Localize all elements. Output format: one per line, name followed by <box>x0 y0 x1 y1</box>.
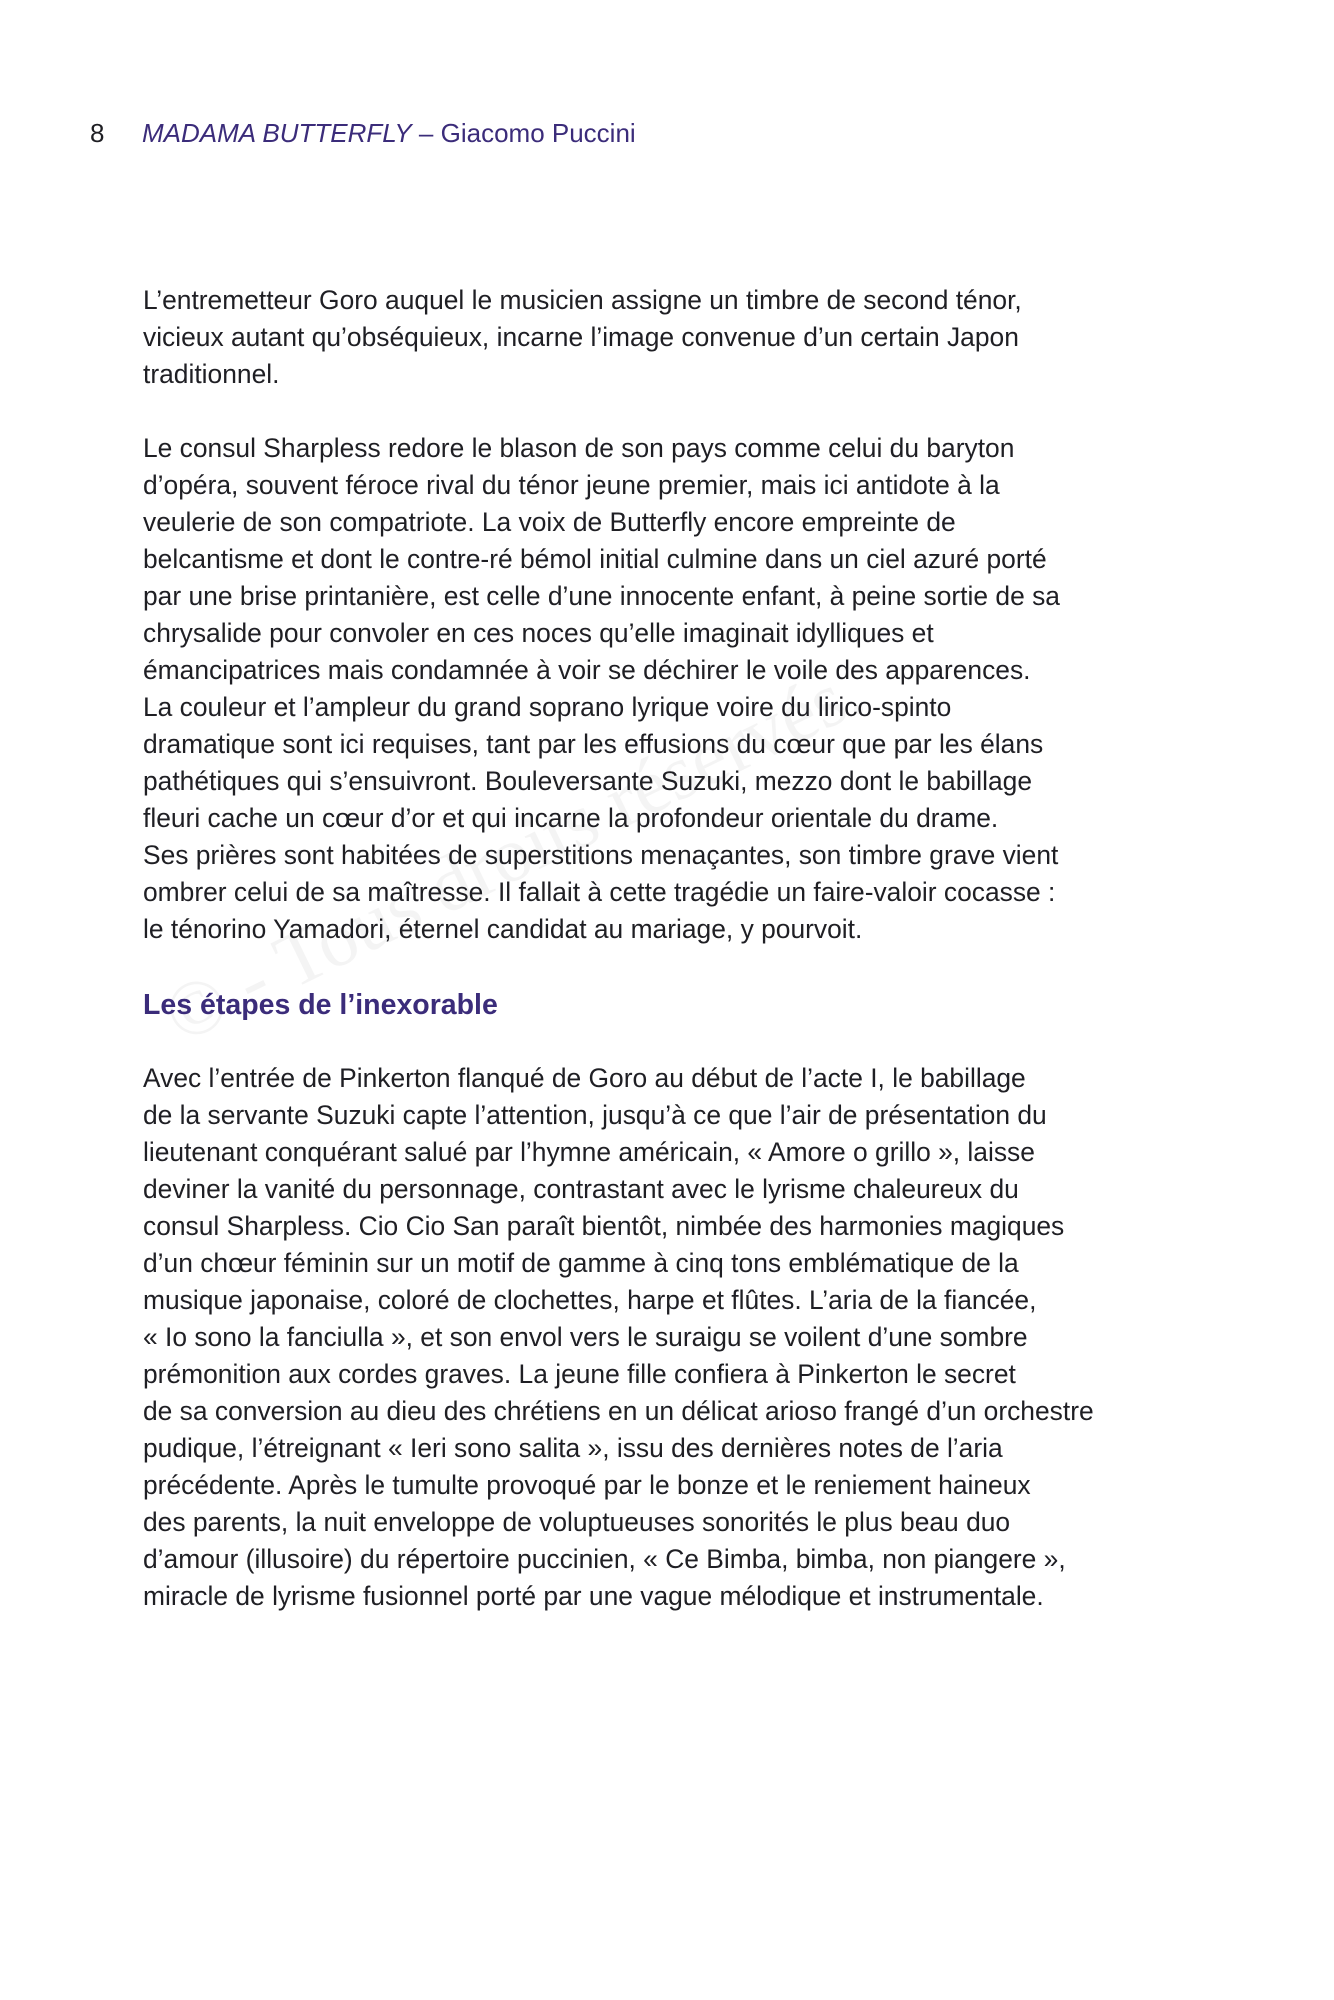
paragraph-etapes <box>143 1060 1203 1615</box>
text-line: précédente. Après le tumulte provoqué par le bonze et le reniement haineux <box>143 1470 1031 1500</box>
header-separator: – <box>411 118 441 148</box>
text-line: le ténorino Yamadori, éternel candidat au mariage, y pourvoit. <box>143 914 863 944</box>
body-text <box>143 282 1203 1652</box>
text-line: émancipatrices mais condamnée à voir se déchirer le voile des apparences. <box>143 655 1031 685</box>
text-line: prémonition aux cordes graves. La jeune fille confiera à Pinkerton le secret <box>143 1359 1016 1389</box>
text-line: « Io sono la fanciulla », et son envol vers le suraigu se voilent d’une sombre <box>143 1322 1028 1352</box>
text-line: vicieux autant qu’obséquieux, incarne l’image convenue d’un certain Japon <box>143 322 1019 352</box>
text-line: belcantisme et dont le contre-ré bémol initial culmine dans un ciel azuré porté <box>143 544 1047 574</box>
section-heading: Les étapes de l’inexorable <box>143 989 498 1021</box>
text-line: miracle de lyrisme fusionnel porté par une vague mélodique et instrumentale. <box>143 1581 1044 1611</box>
text-line: musique japonaise, coloré de clochettes, harpe et flûtes. L’aria de la fiancée, <box>143 1285 1037 1315</box>
text-line: chrysalide pour convoler en ces noces qu’elle imaginait idylliques et <box>143 618 934 648</box>
text-line: de sa conversion au dieu des chrétiens en un délicat arioso frangé d’un orchestre <box>143 1396 1094 1426</box>
text-line: veulerie de son compatriote. La voix de Butterfly encore empreinte de <box>143 507 956 537</box>
text-line: traditionnel. <box>143 359 280 389</box>
text-line: Avec l’entrée de Pinkerton flanqué de Goro au début de l’acte I, le babillage <box>143 1063 1026 1093</box>
text-line: pathétiques qui s’ensuivront. Bouleversante Suzuki, mezzo dont le babillage <box>143 766 1033 796</box>
text-line: dramatique sont ici requises, tant par les effusions du cœur que par les élans <box>143 729 1044 759</box>
text-line: lieutenant conquérant salué par l’hymne américain, « Amore o grillo », laisse <box>143 1137 1035 1167</box>
text-line: d’un chœur féminin sur un motif de gamme à cinq tons emblématique de la <box>143 1248 1019 1278</box>
text-line: fleuri cache un cœur d’or et qui incarne la profondeur orientale du drame. <box>143 803 999 833</box>
text-line: Le consul Sharpless redore le blason de son pays comme celui du baryton <box>143 433 1015 463</box>
text-line: La couleur et l’ampleur du grand soprano lyrique voire du lirico-spinto <box>143 692 952 722</box>
text-line: pudique, l’étreignant « Ieri sono salita », issu des dernières notes de l’aria <box>143 1433 1003 1463</box>
text-line: L’entremetteur Goro auquel le musicien assigne un timbre de second ténor, <box>143 285 1022 315</box>
text-line: Ses prières sont habitées de superstitions menaçantes, son timbre grave vient <box>143 840 1059 870</box>
text-line: d’amour (illusoire) du répertoire puccinien, « Ce Bimba, bimba, non piangere », <box>143 1544 1066 1574</box>
text-line: de la servante Suzuki capte l’attention, jusqu’à ce que l’air de présentation du <box>143 1100 1047 1130</box>
text-line: d’opéra, souvent féroce rival du ténor jeune premier, mais ici antidote à la <box>143 470 1000 500</box>
text-line: des parents, la nuit enveloppe de voluptueuses sonorités le plus beau duo <box>143 1507 1011 1537</box>
text-line: consul Sharpless. Cio Cio San paraît bientôt, nimbée des harmonies magiques <box>143 1211 1065 1241</box>
text-line: par une brise printanière, est celle d’une innocente enfant, à peine sortie de sa <box>143 581 1060 611</box>
paragraph-sharpless <box>143 430 1203 948</box>
header-author: Giacomo Puccini <box>440 118 636 148</box>
text-line: deviner la vanité du personnage, contrastant avec le lyrisme chaleureux du <box>143 1174 1019 1204</box>
paragraph-goro <box>143 282 1203 393</box>
running-header <box>90 116 636 150</box>
page-number: 8 <box>90 118 105 148</box>
header-book-title: MADAMA BUTTERFLY <box>142 118 412 148</box>
text-line: ombrer celui de sa maîtresse. Il fallait à cette tragédie un faire-valoir cocasse : <box>143 877 1056 907</box>
